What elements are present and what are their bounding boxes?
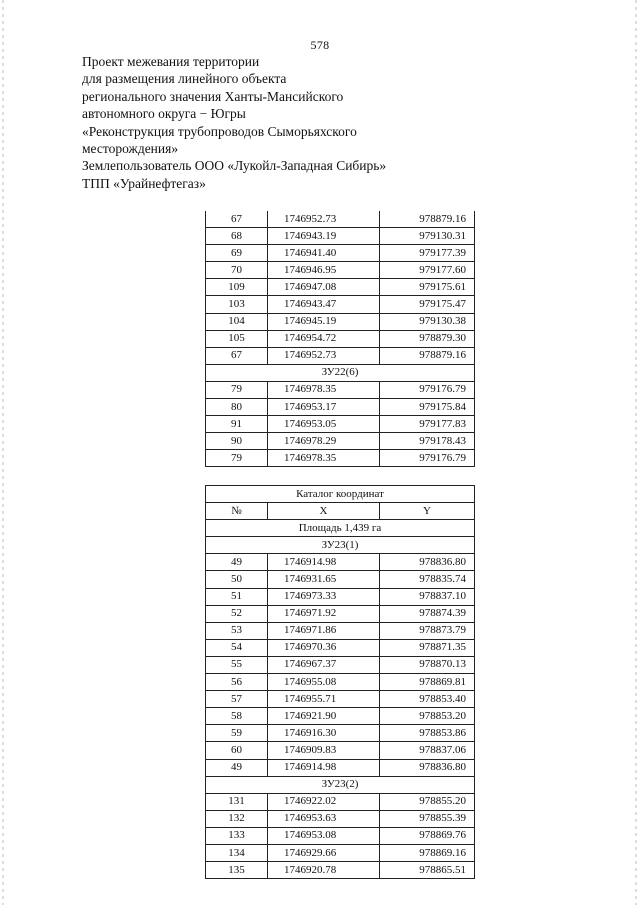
point-number-cell: 56	[206, 674, 268, 691]
y-coordinate-cell: 979178.43	[380, 433, 475, 450]
section-label: ЗУ22(6)	[206, 364, 475, 381]
table-row	[206, 639, 475, 656]
y-coordinate-cell: 978853.20	[380, 708, 475, 725]
x-coordinate-cell: 1746970.36	[268, 639, 380, 656]
y-coordinate-cell: 979175.47	[380, 296, 475, 313]
y-coordinate-cell: 979177.83	[380, 416, 475, 433]
point-number-cell: 52	[206, 605, 268, 622]
table-row	[206, 622, 475, 639]
y-coordinate-cell: 978865.51	[380, 862, 475, 879]
point-number-cell: 57	[206, 691, 268, 708]
coordinate-catalog-table	[205, 485, 475, 879]
table-row	[206, 416, 475, 433]
point-number-cell: 54	[206, 639, 268, 656]
catalog-table-head	[206, 486, 475, 537]
section-row	[206, 537, 475, 554]
x-coordinate-cell: 1746952.73	[268, 347, 380, 364]
y-coordinate-cell: 979176.79	[380, 381, 475, 398]
y-coordinate-cell: 978871.35	[380, 639, 475, 656]
point-number-cell: 134	[206, 844, 268, 861]
y-coordinate-cell: 979177.39	[380, 245, 475, 262]
x-coordinate-cell: 1746921.90	[268, 708, 380, 725]
point-number-cell: 69	[206, 245, 268, 262]
header-line: «Реконструкция трубопроводов Сыморьяхского	[82, 123, 357, 139]
x-coordinate-cell: 1746955.71	[268, 691, 380, 708]
coordinate-table-body	[206, 211, 475, 467]
table-row	[206, 810, 475, 827]
y-coordinate-cell: 978873.79	[380, 622, 475, 639]
point-number-cell: 132	[206, 810, 268, 827]
y-coordinate-cell: 978853.40	[380, 691, 475, 708]
point-number-cell: 68	[206, 228, 268, 245]
y-coordinate-cell: 979176.79	[380, 450, 475, 467]
table-row	[206, 296, 475, 313]
catalog-title: Каталог координат	[206, 486, 475, 503]
y-coordinate-cell: 978879.16	[380, 347, 475, 364]
y-coordinate-cell: 978837.10	[380, 588, 475, 605]
table-row	[206, 588, 475, 605]
table-row	[206, 313, 475, 330]
point-number-cell: 90	[206, 433, 268, 450]
table-row	[206, 827, 475, 844]
section-label: ЗУ23(1)	[206, 537, 475, 554]
point-number-cell: 49	[206, 554, 268, 571]
header-line: ТПП «Урайнефтегаз»	[82, 175, 206, 191]
table-row	[206, 708, 475, 725]
y-coordinate-cell: 978879.30	[380, 330, 475, 347]
table-row	[206, 262, 475, 279]
table-row	[206, 605, 475, 622]
table-row	[206, 742, 475, 759]
x-coordinate-cell: 1746943.19	[268, 228, 380, 245]
y-coordinate-cell: 979175.61	[380, 279, 475, 296]
x-coordinate-cell: 1746955.08	[268, 674, 380, 691]
table-row	[206, 433, 475, 450]
header-line: месторождения»	[82, 141, 179, 157]
point-number-cell: 67	[206, 347, 268, 364]
x-coordinate-cell: 1746971.92	[268, 605, 380, 622]
x-coordinate-cell: 1746978.35	[268, 450, 380, 467]
point-number-cell: 58	[206, 708, 268, 725]
column-header-x: X	[268, 503, 380, 520]
x-coordinate-cell: 1746914.98	[268, 759, 380, 776]
y-coordinate-cell: 978879.16	[380, 211, 475, 228]
x-coordinate-cell: 1746945.19	[268, 313, 380, 330]
x-coordinate-cell: 1746967.37	[268, 656, 380, 673]
point-number-cell: 60	[206, 742, 268, 759]
point-number-cell: 51	[206, 588, 268, 605]
table-row	[206, 759, 475, 776]
table-row	[206, 844, 475, 861]
y-coordinate-cell: 978869.76	[380, 827, 475, 844]
y-coordinate-cell: 979177.60	[380, 262, 475, 279]
y-coordinate-cell: 978855.20	[380, 793, 475, 810]
point-number-cell: 53	[206, 622, 268, 639]
header-line: автономного округа − Югры	[82, 106, 246, 122]
point-number-cell: 79	[206, 381, 268, 398]
x-coordinate-cell: 1746914.98	[268, 554, 380, 571]
point-number-cell: 91	[206, 416, 268, 433]
x-coordinate-cell: 1746909.83	[268, 742, 380, 759]
x-coordinate-cell: 1746973.33	[268, 588, 380, 605]
x-coordinate-cell: 1746978.29	[268, 433, 380, 450]
point-number-cell: 109	[206, 279, 268, 296]
table-row	[206, 279, 475, 296]
table-row	[206, 554, 475, 571]
area-row	[206, 520, 475, 537]
x-coordinate-cell: 1746954.72	[268, 330, 380, 347]
table-row	[206, 347, 475, 364]
table-row	[206, 571, 475, 588]
section-row	[206, 364, 475, 381]
x-coordinate-cell: 1746941.40	[268, 245, 380, 262]
point-number-cell: 50	[206, 571, 268, 588]
point-number-cell: 67	[206, 211, 268, 228]
page-number: 578	[310, 38, 330, 52]
x-coordinate-cell: 1746952.73	[268, 211, 380, 228]
header-line: Землепользователь ООО «Лукойл-Западная Сибирь»	[82, 158, 387, 174]
section-label: ЗУ23(2)	[206, 776, 475, 793]
header-line: для размещения линейного объекта	[82, 71, 287, 87]
table-row	[206, 211, 475, 228]
catalog-header-row	[206, 503, 475, 520]
point-number-cell: 59	[206, 725, 268, 742]
x-coordinate-cell: 1746946.95	[268, 262, 380, 279]
y-coordinate-cell: 979130.31	[380, 228, 475, 245]
coordinate-table-continued	[205, 211, 475, 467]
column-header-number: №	[206, 503, 268, 520]
table-row	[206, 656, 475, 673]
y-coordinate-cell: 978835.74	[380, 571, 475, 588]
x-coordinate-cell: 1746953.05	[268, 416, 380, 433]
header-line: Проект межевания территории	[82, 54, 260, 69]
y-coordinate-cell: 978853.86	[380, 725, 475, 742]
point-number-cell: 104	[206, 313, 268, 330]
point-number-cell: 135	[206, 862, 268, 879]
table-row	[206, 725, 475, 742]
table-row	[206, 793, 475, 810]
table-row	[206, 862, 475, 879]
y-coordinate-cell: 979175.84	[380, 399, 475, 416]
x-coordinate-cell: 1746947.08	[268, 279, 380, 296]
y-coordinate-cell: 978869.81	[380, 674, 475, 691]
y-coordinate-cell: 978836.80	[380, 759, 475, 776]
y-coordinate-cell: 978870.13	[380, 656, 475, 673]
table-row	[206, 674, 475, 691]
x-coordinate-cell: 1746953.17	[268, 399, 380, 416]
coordinate-table-body	[206, 537, 475, 879]
x-coordinate-cell: 1746971.86	[268, 622, 380, 639]
point-number-cell: 70	[206, 262, 268, 279]
table-row	[206, 245, 475, 262]
point-number-cell: 49	[206, 759, 268, 776]
area-label: Площадь 1,439 га	[206, 520, 475, 537]
table-row	[206, 691, 475, 708]
x-coordinate-cell: 1746931.65	[268, 571, 380, 588]
scan-edge-right	[635, 0, 637, 905]
x-coordinate-cell: 1746922.02	[268, 793, 380, 810]
x-coordinate-cell: 1746929.66	[268, 844, 380, 861]
table-row	[206, 228, 475, 245]
header-line: регионального значения Ханты-Мансийского	[82, 88, 344, 104]
table-row	[206, 450, 475, 467]
point-number-cell: 55	[206, 656, 268, 673]
point-number-cell: 105	[206, 330, 268, 347]
x-coordinate-cell: 1746943.47	[268, 296, 380, 313]
x-coordinate-cell: 1746916.30	[268, 725, 380, 742]
y-coordinate-cell: 978837.06	[380, 742, 475, 759]
x-coordinate-cell: 1746953.63	[268, 810, 380, 827]
section-row	[206, 776, 475, 793]
y-coordinate-cell: 978855.39	[380, 810, 475, 827]
x-coordinate-cell: 1746978.35	[268, 381, 380, 398]
table-row	[206, 330, 475, 347]
scan-edge-left	[2, 0, 4, 905]
point-number-cell: 131	[206, 793, 268, 810]
point-number-cell: 133	[206, 827, 268, 844]
x-coordinate-cell: 1746953.08	[268, 827, 380, 844]
y-coordinate-cell: 978836.80	[380, 554, 475, 571]
point-number-cell: 103	[206, 296, 268, 313]
y-coordinate-cell: 978874.39	[380, 605, 475, 622]
table-row	[206, 381, 475, 398]
point-number-cell: 79	[206, 450, 268, 467]
y-coordinate-cell: 979130.38	[380, 313, 475, 330]
y-coordinate-cell: 978869.16	[380, 844, 475, 861]
column-header-y: Y	[380, 503, 475, 520]
x-coordinate-cell: 1746920.78	[268, 862, 380, 879]
table-row	[206, 399, 475, 416]
document-header	[82, 53, 502, 192]
point-number-cell: 80	[206, 399, 268, 416]
catalog-title-row	[206, 486, 475, 503]
